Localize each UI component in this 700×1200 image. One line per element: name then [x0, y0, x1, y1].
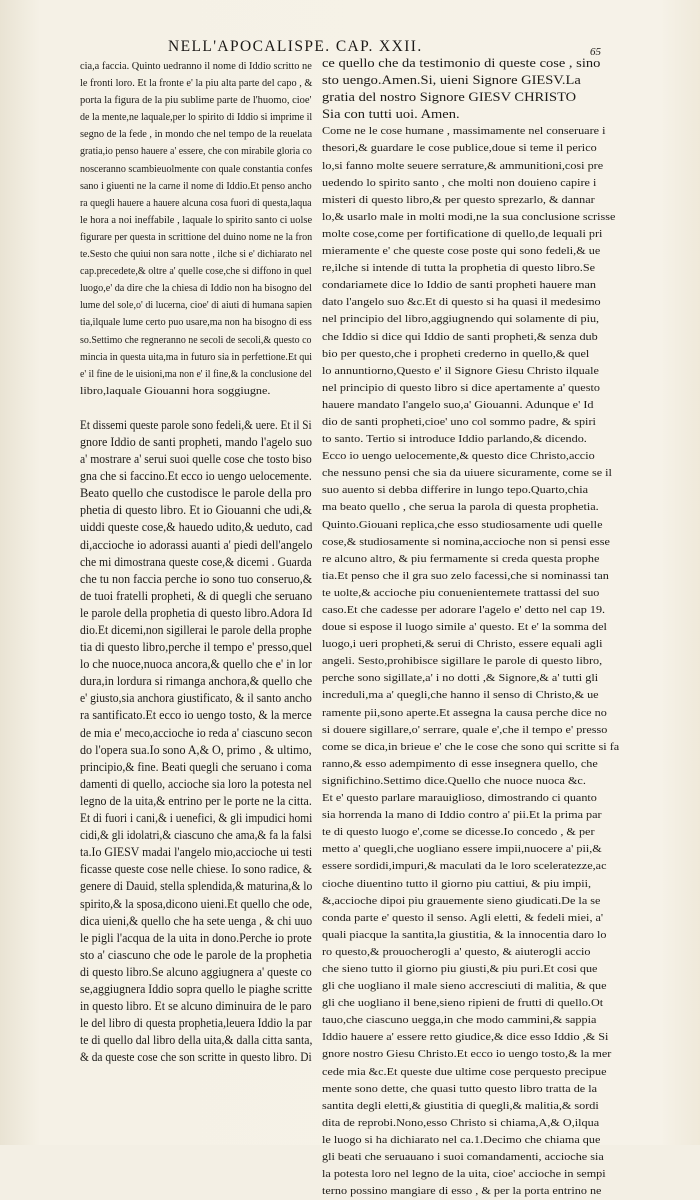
text-line: perche sono sigillate,a' i no dotti ,& Signore,& a' tutti gli	[322, 673, 599, 685]
text-line: mente sono dette, che quasi tutto questo libro tratta de la	[322, 1083, 598, 1095]
text-line: conda parte e' questo il senso. Agli eletti, & fedeli miei, a'	[322, 912, 604, 924]
text-line: nel principio del libro,aggiugnendo qui solamente di piu,	[322, 314, 600, 326]
text-line: dica uieni,& quello che ha sete uenga , & chi uuo	[80, 913, 313, 928]
text-line: gna che si faccino.Et ecco io uengo uelocemente.	[80, 469, 312, 484]
text-line: luogo,i ueri propheti,& serui di Christo, essere equali agli	[322, 639, 603, 651]
text-line: Ecco io uengo uelocemente,& questo dice Christo,accio	[322, 451, 595, 463]
text-line: &,accioche dipoi piu grauemente sieno giudicati.De la se	[322, 895, 601, 907]
text-line: quali piacque la santita,la giustitia, & la innocentia daro lo	[322, 929, 607, 941]
text-line: le del libro di questa prophetia,leuera Iddio la par	[80, 1016, 312, 1031]
text-line: tia,ilquale lume certo puo usare,ma non ha bisogno di ess	[80, 317, 312, 329]
text-line: Et e' questo parlare marauiglioso, dimostrando ci quanto	[322, 793, 597, 805]
left-column	[80, 58, 312, 1066]
text-line: le pigli l'acqua de la uita in dono.Perche io prote	[80, 930, 312, 945]
text-line: lo annuntiorno,Questo e' il Signore Giesu Christo ilquale	[322, 365, 599, 377]
text-line: la potesta loro nel legno de la uita, cioe' accioche in sempi	[322, 1169, 606, 1181]
text-line: de la mente,ne laquale,per lo spirito di Iddio si imprime il	[80, 112, 313, 124]
text-line: che nessuno pensi che sia da uiuere sicuramente, come se il	[322, 468, 612, 480]
text-line: te di quello dal libro della uita,& dalla citta santa,	[80, 1033, 313, 1048]
text-line: ma beato quello , che serua la parola di questa prophetia.	[322, 502, 599, 514]
text-line: Et di fuori i cani,& i uenefici, & gli impudici homi	[80, 811, 313, 826]
text-line: sto uengo.Amen.Si, uieni Signore GIESV.La	[322, 73, 581, 88]
page-number: 65	[590, 46, 601, 58]
text-line: che sieno tutto il giorno piu giusti,& piu puri.Et cosi que	[322, 963, 598, 975]
text-line: angeli. Sesto,prohibisce sigillare le parole di questo libro,	[322, 656, 603, 668]
text-line: cidi,& gli idolatri,& ciascuno che ama,& fa la falsi	[80, 828, 312, 843]
text-line: cap.precedete,& oltre a' quelle cose,che si diffono in quel	[80, 266, 312, 278]
text-line: terno possino mangiare di esso , & per la porta entrino ne	[322, 1186, 602, 1198]
text-line: mieramente e' che queste cose poste qui sono fedeli,& ue	[322, 246, 601, 258]
text-line: de mia e' meco,accioche io reda a' ciascuno secon	[80, 725, 313, 740]
text-line: gli che uogliano il male sieno accresciuti di malitia, & que	[322, 981, 607, 993]
text-line: molte cose,come per fortificatione di quello,de lequali pri	[322, 228, 603, 240]
text-line: che mi dimostrana queste cose,& dicemi . Guarda	[80, 554, 312, 569]
text-line: significhino.Settimo dice.Quello che nuoce nuoca &c.	[322, 775, 586, 787]
text-line: e' giusto,sia anchora giustificato, & il santo ancho	[80, 691, 312, 706]
text-line: dio de santi propheti,cioe' uno col sommo padre, & spiri	[322, 416, 596, 428]
text-line: cose,& studiosamente si nomina,accioche non si pensi esse	[322, 536, 610, 548]
text-line: gratia,io penso hauere a' essere, che con mirabile gloria co	[80, 146, 312, 158]
text-line: Iddio hauere a' essere retto giudice,& dice esso Iddio ,& Si	[322, 1032, 609, 1044]
text-line: uiddi queste cose,& hauedo udito,& ueduto, cad	[80, 520, 313, 535]
text-line: do l'opera sua.Io sono A,& O, primo , & ultimo,	[80, 742, 312, 757]
text-line: spirito,& la sposa,dicono uieni.Et quello che ode,	[80, 896, 313, 911]
text-line: te di questo luogo e',come se dicesse.Io concedo , & per	[322, 827, 595, 839]
text-line: hauere mandato l'angelo suo,a' Giouanni. Adunque e' Id	[322, 399, 594, 411]
text-line: si douere sigillare,o' serrare, quale e',che il tempo e' presso	[322, 724, 608, 736]
text-line: gli beati che seruauano i suoi comandamenti, accioche sia	[322, 1152, 604, 1163]
text-line: misteri di questo libro,& per questo sprezarlo, & dannar	[322, 194, 595, 206]
text-line: ra quegli hauere a hauere alcuna cosa fuori di questa,laqua	[80, 197, 312, 209]
text-line: tia.Et penso che il gra suo zelo facessi,che si nominassi tan	[322, 570, 609, 582]
text-line: genere di Dauid, stella splendida,& maturina,& lo	[80, 879, 313, 894]
text-line: gnore Iddio de santi propheti, mando l'agelo suo	[80, 434, 312, 449]
text-line: lo,& usarlo male in molti modi,ne la sua conclusione scrisse	[322, 211, 616, 223]
text-line: di,accioche io adorassi auanti a' piedi dell'angelo	[80, 537, 313, 552]
text-line: re alcuno altro, & piu fermamente si creda questa prophe	[322, 553, 600, 565]
text-line: sano i giuenti ne la carne il nome di Iddio.Et penso ancho	[80, 180, 312, 192]
text-line: nosceranno scambieuolmente con quale constantia confes	[80, 163, 313, 175]
right-scripture-block	[322, 55, 634, 123]
text-line: te uolte,& accioche piu conuenientemete trattassi del suo	[322, 587, 600, 599]
text-line: so.Settimo che regneranno ne secoli de secoli,& questo co	[80, 334, 312, 346]
text-line: di questo libro.Se alcuno aggiugnera a' queste co	[80, 964, 312, 979]
text-line: condariamete dice lo Iddio de santi propheti hauere man	[322, 280, 597, 292]
text-line: figurare per questa in scrittione del duino nome ne la fron	[80, 231, 313, 243]
text-line: Beato quello che custodisce le parole della pro	[80, 486, 312, 501]
text-line: dio.Et dicemi,non sigillerai le parole della prophe	[80, 623, 312, 637]
left-commentary-block	[80, 58, 312, 400]
right-commentary-block	[322, 123, 634, 1200]
text-line: ranno,& esso adempimento di esse insegnera quello, che	[322, 758, 598, 770]
text-line: lo che nuoce,nuoca ancora,& quello che e' in lor	[80, 657, 312, 672]
text-line: le luogo si ha dichiarato nel ca.1.Decimo che chiama que	[322, 1134, 601, 1146]
text-line: gratia del nostro Signore GIESV CHRISTO	[322, 90, 577, 105]
text-line: le hora a noi ineffabile , laquale lo spirito santo ci uolse	[80, 214, 313, 226]
left-scripture-block	[80, 417, 312, 1067]
text-line: ra santificato.Et ecco io uengo tosto, & la merce	[80, 708, 312, 723]
text-line: dita de reprobi.Nono,esso Christo si chiama,A,& O,ilqua	[322, 1117, 600, 1129]
running-head: NELL'APOCALISPE. CAP. XXII.	[168, 38, 423, 55]
text-line: thesori,& guardare le cose publice,doue si teme il perico	[322, 143, 597, 155]
text-line: mincia in questa uita,ma in futuro sia in perfettione.Et qui	[80, 351, 313, 363]
text-line: dato l'angelo suo &c.Et di questo si ha quasi il medesimo	[322, 297, 601, 309]
text-line: come se dica,in brieue e' che le cose che sono qui scritte si fa	[322, 741, 620, 753]
text-line: sia horrenda la mano di Iddio contro a' pii.Et la prima par	[322, 810, 602, 822]
text-line: gli che uogliano il bene,sieno ripieni de frutti di quello.Ot	[322, 998, 604, 1010]
text-line: Sia con tutti uoi. Amen.	[322, 107, 460, 122]
text-line: cia,a faccia. Quinto uedranno il nome di Iddio scritto ne	[80, 61, 312, 72]
text-line: Come ne le cose humane , massimamente nel conseruare i	[322, 126, 606, 138]
text-line: cioche diuentino tutto il giorno piu cattiui, & piu impii,	[322, 878, 592, 890]
text-line: se,aggiugnera Iddio sopra quello le piaghe scritte	[80, 981, 313, 996]
text-line: increduli,ma a' quegli,che hanno il senso di Christo,& ue	[322, 690, 599, 702]
text-line: tia di questo libro,perche il tempo e' presso,quel	[80, 640, 313, 655]
text-line: le fronti loro. Et la fronte e' la piu alta parte del capo , &	[80, 78, 313, 90]
text-line: re,ilche si intende di tutta la prophetia di questo libro.Se	[322, 263, 596, 275]
text-line: te.Sesto che quiui non sara notte , ilche si e' dichiarato nel	[80, 249, 313, 261]
text-line: nel principio di questo libro si dice apertamente a' questo	[322, 382, 600, 394]
text-line: lo,si fanno molte seuere serrature,& ammunitioni,cosi pre	[322, 160, 604, 172]
text-line: dura,in lordura si rimanga anchora,& quello che	[80, 674, 313, 689]
text-line: che Iddio si dice qui Iddio de santi propheti,& senza dub	[322, 331, 598, 343]
text-line: bio per questo,che i propheti crederno in quello,& quel	[322, 348, 590, 360]
text-line: to santo. Tertio si introduce Iddio parlando,& dicendo.	[322, 434, 587, 446]
text-line: segno de la fede , in mondo che nel tempo de la reuelata	[80, 129, 313, 141]
text-line: gnore nostro Giesu Christo.Et ecco io uengo tosto,& la mer	[322, 1049, 612, 1061]
text-line: metto a' quegli,che uogliano essere impii,nuocere a' pii,&	[322, 844, 602, 856]
text-line: tauo,che ciascuno uegga,in che modo cammini,& sappia	[322, 1015, 597, 1027]
text-line: lume del sole,o' di lucerna, cioe' di aiuti di humana sapien	[80, 300, 313, 312]
text-line: damenti di quello, accioche sia loro la potesta nel	[80, 776, 312, 791]
text-line: caso.Et che cadesse per adorare l'agelo e' detto nel cap 19.	[322, 605, 606, 616]
text-line: uedendo lo spirito santo , che molti non douieno capire i	[322, 177, 597, 189]
text-line: suo auento si debba differire in lungo tepo.Quarto,chia	[322, 485, 589, 497]
text-line: porta la figura de la piu sublime parte de l'huomo, cioe'	[80, 95, 312, 107]
text-line: principio,& fine. Beati quegli che seruano i coma	[80, 759, 312, 774]
text-line: Et dissemi queste parole sono fedeli,& uere. Et il Si	[80, 417, 312, 432]
text-line: ficasse queste cose nelle chiese. Io sono radice, &	[80, 862, 312, 877]
text-line: cede mia &c.Et queste due ultime cose perquesto precipue	[322, 1066, 607, 1078]
text-line: ce quello che da testimonio di queste cose , sino	[322, 56, 601, 70]
text-line: ramente pii,sono aperte.Et assegna la causa perche dice no	[322, 707, 607, 719]
text-line: a' mostrare a' serui suoi quelle cose che tosto biso	[80, 452, 312, 467]
text-line: de tuoi fratelli propheti, & di quegli che seruano	[80, 588, 313, 603]
text-line: essere sordidi,impuri,& maculati da le loro sceleratezze,ac	[322, 861, 607, 873]
text-line: Quinto.Giouani replica,che esso studiosamente udi quelle	[322, 519, 603, 531]
text-line: santita degli eletti,& giustitia di quegli,& malitia,& sordi	[322, 1100, 599, 1112]
text-line: che tu non faccia perche io sono tuo conseruo,&	[80, 571, 313, 586]
text-line: doue si espose il luogo simile a' questo. Et e' la somma del	[322, 622, 607, 634]
text-line: luogo,e' da dire che la chiesa di Iddio non ha bisogno del	[80, 283, 312, 295]
text-line: & da queste cose che son scritte in questo libro. Di	[80, 1050, 312, 1065]
text-line: e' il fine de le uisioni,ma non e' il fine,& la conclusione del	[80, 368, 312, 380]
text-line: legno de la uita,& entrino per le porte ne la citta.	[80, 793, 312, 808]
text-line: le parole della prophetia di questo libro.Adora Id	[80, 605, 313, 620]
text-line: ta.Io GIESV madai l'angelo mio,accioche ui testi	[80, 845, 313, 860]
text-line: sto a' ciascuno che ode le parole de la prophetia	[80, 947, 312, 962]
text-line: ro questo,& prouocherogli a' questo, & aiuterogli accio	[322, 946, 591, 958]
text-line: phetia di questo libro. Et io Giouanni che udi,&	[80, 503, 313, 518]
text-line: in questo libro. Et se alcuno diminuira de le paro	[80, 999, 312, 1014]
text-line: libro,laquale Giouanni hora soggiugne.	[80, 385, 271, 397]
right-column	[322, 55, 634, 1200]
